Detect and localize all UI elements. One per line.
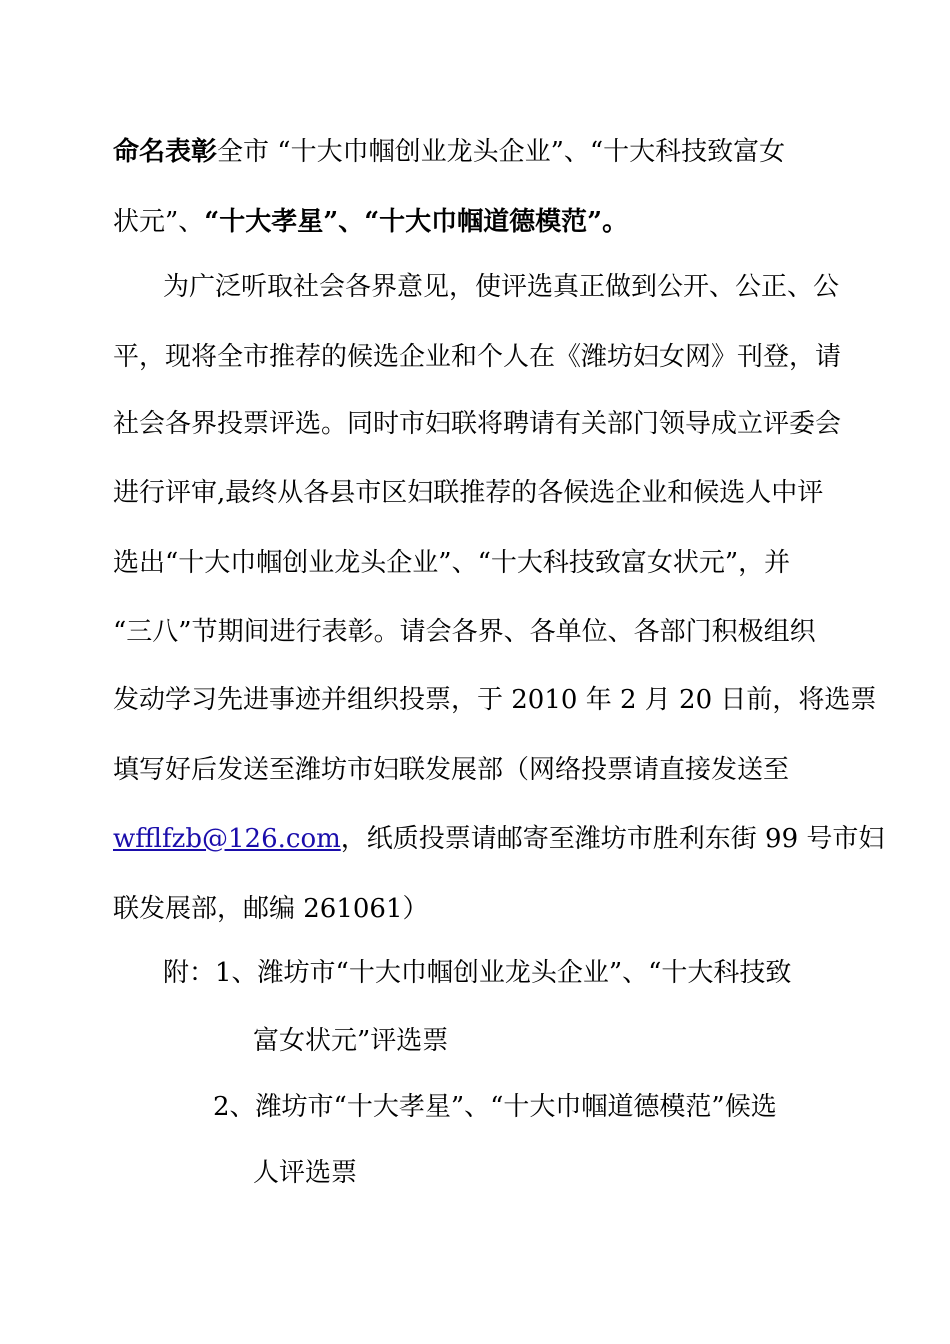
bold-phrase: “十大孝星”、“十大巾帼道德模范”。 <box>204 207 629 237</box>
text-line <box>113 204 628 240</box>
text-span: 状元”、 <box>113 207 205 237</box>
text-span: 全市 “十大巾帼创业龙头企业”、“十大科技致富女 <box>217 137 786 167</box>
attachment-line <box>163 955 791 991</box>
paragraph-line: 平，现将全市推荐的候选企业和个人在《潍坊妇女网》刊登，请 <box>113 342 842 372</box>
email-link[interactable]: wfflfzb@126.com <box>113 824 341 854</box>
attachment-item-2: 2、潍坊市“十大孝星”、“十大巾帼道德模范”候选 <box>213 1092 777 1122</box>
attachment-line: 人评选票 <box>253 1158 358 1188</box>
paragraph-line: “三八”节期间进行表彰。请会各界、各单位、各部门积极组织 <box>113 617 816 647</box>
text-line <box>113 134 785 170</box>
paragraph-line <box>113 821 884 857</box>
text-span: ，纸质投票请邮寄至潍坊市胜利东街 99 号市妇 <box>340 824 885 854</box>
bold-phrase: 命名表彰 <box>113 137 218 167</box>
attachment-item-1: 1、潍坊市“十大巾帼创业龙头企业”、“十大科技致 <box>215 958 792 988</box>
paragraph-line: 社会各界投票评选。同时市妇联将聘请有关部门领导成立评委会 <box>113 409 842 439</box>
attachment-line: 富女状元”评选票 <box>253 1026 449 1056</box>
paragraph-line: 发动学习先进事迹并组织投票，于 2010 年 2 月 20 日前，将选票 <box>113 685 877 715</box>
attachment-label: 附： <box>163 958 216 988</box>
paragraph-line: 联发展部，邮编 261061） <box>113 894 429 924</box>
paragraph-line: 进行评审,最终从各县市区妇联推荐的各候选企业和候选人中评 <box>113 478 824 508</box>
paragraph-line: 填写好后发送至潍坊市妇联发展部（网络投票请直接发送至 <box>113 755 790 785</box>
paragraph-line: 为广泛听取社会各界意见，使评选真正做到公开、公正、公 <box>163 272 840 302</box>
paragraph-line: 选出“十大巾帼创业龙头企业”、“十大科技致富女状元”，并 <box>113 548 791 578</box>
